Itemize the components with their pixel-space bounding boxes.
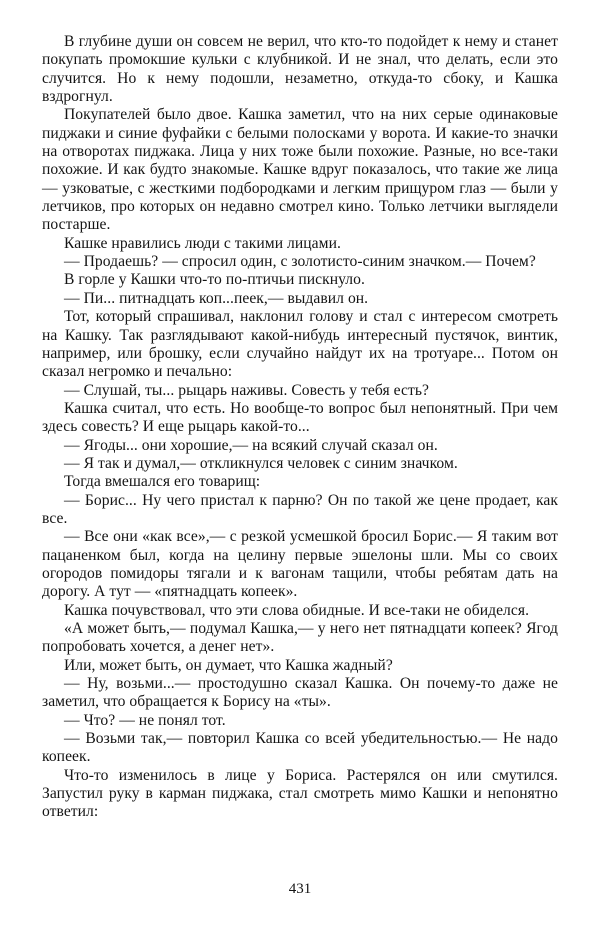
paragraph: — Возьми так,— повторил Кашка со всей убедительностью.— Не надо копеек. bbox=[42, 730, 558, 766]
paragraph: «А может быть,— подумал Кашка,— у него нет пятнадцати копеек? Ягод попробовать хочется, а денег нет». bbox=[42, 620, 558, 656]
paragraph: — Я так и думал,— откликнулся человек с синим значком. bbox=[64, 454, 458, 472]
paragraph: — Пи... питнадцать коп...пеек,— выдавил он. bbox=[64, 289, 369, 307]
paragraph: В глубине души он совсем не верил, что кто-то подойдет к нему и станет покупать промокшие кульки с клубникой. И не знал, что делать, если это случится. Но к нему подошли, незаметно, откуда-то сбоку, и Кашка вздрогнул. bbox=[42, 33, 558, 106]
page-number: 431 bbox=[288, 881, 312, 897]
paragraph: — Слушай, ты... рыцарь наживы. Совесть у тебя есть? bbox=[64, 381, 429, 399]
body-text bbox=[42, 33, 558, 822]
paragraph: — Ягоды... они хорошие,— на всякий случай сказал он. bbox=[64, 436, 438, 454]
paragraph: — Борис... Ну чего пристал к парню? Он по такой же цене продает, как все. bbox=[42, 491, 558, 527]
paragraph: — Что? — не понял тот. bbox=[64, 711, 226, 729]
paragraph: Тот, который спрашивал, наклонил голову и стал с интересом смотреть на Кашку. Так разглядывают какой-нибудь интересный пустячок, винтик, например, или брошку, если случайно найдут их на тротуаре... Потом он сказал негромко и печально: bbox=[42, 308, 558, 381]
paragraph: — Продаешь? — спросил один, с золотисто-синим значком.— Почем? bbox=[64, 253, 536, 271]
paragraph: Тогда вмешался его товарищ: bbox=[64, 473, 261, 491]
paragraph: — Все они «как все»,— с резкой усмешкой бросил Борис.— Я таким вот пацаненком был, когда на целину первые эшелоны шли. Мы со своих огородов помидоры тягали и к вагонам тащили, чтобы ребятам дать на дорогу. А тут — «пятнадцать копеек». bbox=[42, 528, 558, 601]
paragraph: Кашке нравились люди с такими лицами. bbox=[64, 234, 341, 252]
paragraph: Кашка считал, что есть. Но вообще-то вопрос был непонятный. При чем здесь совесть? И еще рыцарь какой-то... bbox=[42, 399, 558, 436]
paragraph: Что-то изменилось в лице у Бориса. Растерялся он или смутился. Запустил руку в карман пиджака, стал смотреть мимо Кашки и непонятно ответил: bbox=[42, 766, 558, 821]
paragraph: Покупателей было двое. Кашка заметил, что на них серые одинаковые пиджаки и синие фуфайки с белыми полосками у ворота. И какие-то значки на отворотах пиджака. Лица у них тоже были похожие. Разные, но все-таки похожие. И как будто знакомые. Кашке вдруг показалось, что такие же лица — узковатые, с жесткими подбородками и легким прищуром глаз — были у летчиков, про которых он недавно смотрел кино. Только летчики выглядели постарше. bbox=[42, 106, 558, 234]
paragraph: Или, может быть, он думает, что Кашка жадный? bbox=[64, 656, 393, 674]
paragraph: В горле у Кашки что-то по-птичьи пискнуло. bbox=[64, 271, 365, 289]
paragraph: Кашка почувствовал, что эти слова обидные. И все-таки не обиделся. bbox=[64, 601, 530, 619]
paragraph: — Ну, возьми...— простодушно сказал Кашка. Он почему-то даже не заметил, что обращается к Борису на «ты». bbox=[42, 675, 558, 711]
